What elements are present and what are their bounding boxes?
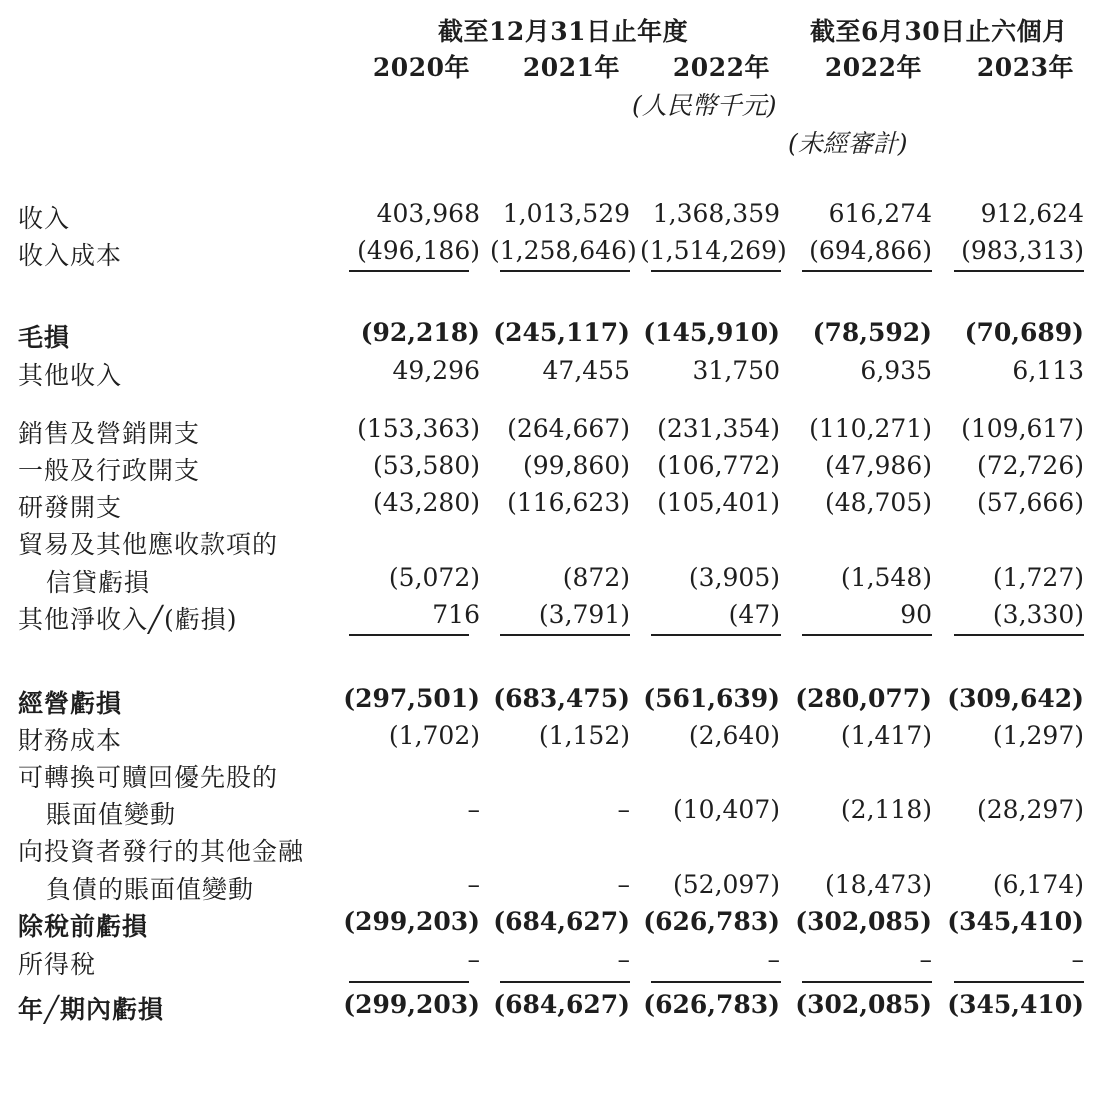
value-cell: (105,401) (657, 488, 780, 517)
subtotal-rule (954, 634, 1084, 636)
value-cell: – (919, 945, 932, 974)
value-cell: (1,258,646) (490, 236, 637, 265)
value-cell: (299,203) (343, 907, 480, 936)
value-cell: 1,013,529 (502, 199, 630, 228)
row-label: 經營虧損 (18, 689, 123, 718)
value-cell: 6,113 (1012, 356, 1084, 385)
value-cell: (983,313) (961, 236, 1084, 265)
value-cell: (3,330) (992, 600, 1084, 629)
value-cell: (57,666) (977, 488, 1084, 517)
year-header: 2020年 (372, 53, 470, 82)
subtotal-rule (802, 270, 932, 272)
table-row (0, 945, 1102, 983)
table-row (0, 318, 1102, 356)
value-cell: (72,726) (977, 451, 1084, 480)
table-row (0, 488, 1102, 526)
period-header-half-year: 截至6月30日止六個月 (810, 17, 1068, 46)
row-label: 所得稅 (18, 950, 97, 979)
value-cell: (626,783) (643, 990, 780, 1019)
value-cell: (872) (562, 563, 630, 592)
value-cell: 716 (432, 600, 480, 629)
row-label: 一般及行政開支 (18, 456, 201, 485)
row-label: 收入 (18, 204, 71, 233)
row-label: 向投資者發行的其他金融 (18, 837, 305, 866)
value-cell: 90 (900, 600, 932, 629)
row-label: 貿易及其他應收款項的 (18, 530, 279, 559)
value-cell: (1,152) (538, 721, 630, 750)
row-label: 毛損 (18, 323, 71, 352)
value-cell: 403,968 (376, 199, 480, 228)
value-cell: – (467, 870, 480, 899)
value-cell: (496,186) (357, 236, 480, 265)
table-row (0, 199, 1102, 237)
year-header: 2022年 (824, 53, 922, 82)
value-cell: (245,117) (493, 318, 630, 347)
row-label: 負債的賬面值變動 (46, 875, 255, 904)
row-label: 銷售及營銷開支 (18, 419, 201, 448)
value-cell: (626,783) (643, 907, 780, 936)
value-cell: (47,986) (825, 451, 932, 480)
value-cell: (5,072) (388, 563, 480, 592)
subtotal-rule (349, 270, 469, 272)
table-row (0, 721, 1102, 759)
value-cell: (153,363) (357, 414, 480, 443)
value-cell: – (767, 945, 780, 974)
table-row (0, 990, 1102, 1028)
value-cell: (561,639) (643, 684, 780, 713)
table-row (0, 870, 1102, 908)
value-cell: (28,297) (977, 795, 1084, 824)
value-cell: (99,860) (523, 451, 630, 480)
table-row (0, 525, 1102, 563)
row-label: 除稅前虧損 (18, 912, 149, 941)
value-cell: (116,623) (507, 488, 630, 517)
value-cell: (2,118) (840, 795, 932, 824)
value-cell: (52,097) (673, 870, 780, 899)
value-cell: (264,667) (507, 414, 630, 443)
value-cell: (78,592) (812, 318, 932, 347)
table-row (0, 907, 1102, 945)
subtotal-rule (954, 270, 1084, 272)
value-cell: 31,750 (692, 356, 780, 385)
value-cell: (1,548) (840, 563, 932, 592)
value-cell: (92,218) (360, 318, 480, 347)
value-cell: (302,085) (795, 907, 932, 936)
value-cell: (345,410) (947, 990, 1084, 1019)
subtotal-rule (349, 634, 469, 636)
subtotal-rule (651, 634, 781, 636)
value-cell: (43,280) (373, 488, 480, 517)
row-label: 賬面值變動 (46, 800, 177, 829)
value-cell: 6,935 (860, 356, 932, 385)
subtotal-rule (802, 634, 932, 636)
table-row (0, 600, 1102, 638)
subtotal-rule (500, 981, 630, 983)
value-cell: (10,407) (673, 795, 780, 824)
subtotal-rule (651, 981, 781, 983)
value-cell: – (617, 795, 630, 824)
value-cell: (299,203) (343, 990, 480, 1019)
value-cell: (110,271) (809, 414, 932, 443)
value-cell: (280,077) (795, 684, 932, 713)
value-cell: 49,296 (392, 356, 480, 385)
table-row (0, 795, 1102, 833)
value-cell: (3,905) (688, 563, 780, 592)
value-cell: (345,410) (947, 907, 1084, 936)
table-row (0, 356, 1102, 394)
value-cell: (53,580) (373, 451, 480, 480)
row-label: 其他收入 (18, 361, 123, 390)
year-header: 2023年 (976, 53, 1074, 82)
table-row (0, 236, 1102, 274)
table-row (0, 414, 1102, 452)
row-label: 研發開支 (18, 493, 123, 522)
row-label: 收入成本 (18, 241, 123, 270)
value-cell: – (617, 945, 630, 974)
row-label: 年╱期內虧損 (18, 995, 165, 1024)
currency-note: (人民幣千元) (632, 91, 777, 120)
value-cell: 912,624 (980, 199, 1084, 228)
table-row (0, 832, 1102, 870)
value-cell: (684,627) (493, 907, 630, 936)
value-cell: (1,297) (992, 721, 1084, 750)
row-label: 可轉換可贖回優先股的 (18, 763, 279, 792)
value-cell: (1,702) (388, 721, 480, 750)
year-header: 2021年 (522, 53, 620, 82)
value-cell: (231,354) (657, 414, 780, 443)
value-cell: (6,174) (992, 870, 1084, 899)
table-row (0, 563, 1102, 601)
value-cell: (47) (728, 600, 780, 629)
value-cell: (302,085) (795, 990, 932, 1019)
table-row (0, 758, 1102, 796)
value-cell: (683,475) (493, 684, 630, 713)
value-cell: 1,368,359 (652, 199, 780, 228)
value-cell: – (617, 870, 630, 899)
value-cell: (1,727) (992, 563, 1084, 592)
value-cell: (109,617) (961, 414, 1084, 443)
value-cell: 47,455 (542, 356, 630, 385)
unaudited-note: (未經審計) (788, 129, 908, 158)
value-cell: – (467, 795, 480, 824)
subtotal-rule (500, 634, 630, 636)
row-label: 其他淨收入╱(虧損) (18, 605, 238, 634)
subtotal-rule (954, 981, 1084, 983)
value-cell: (684,627) (493, 990, 630, 1019)
subtotal-rule (500, 270, 630, 272)
value-cell: (2,640) (688, 721, 780, 750)
year-header: 2022年 (672, 53, 770, 82)
value-cell: (1,417) (840, 721, 932, 750)
table-row (0, 684, 1102, 722)
row-label: 財務成本 (18, 726, 123, 755)
value-cell: (18,473) (825, 870, 932, 899)
value-cell: – (467, 945, 480, 974)
value-cell: (70,689) (964, 318, 1084, 347)
value-cell: (297,501) (343, 684, 480, 713)
value-cell: (1,514,269) (640, 236, 787, 265)
value-cell: – (1071, 945, 1084, 974)
value-cell: (309,642) (947, 684, 1084, 713)
subtotal-rule (802, 981, 932, 983)
period-header-full-year: 截至12月31日止年度 (438, 17, 689, 46)
value-cell: (3,791) (538, 600, 630, 629)
row-label: 信貸虧損 (46, 568, 151, 597)
value-cell: (106,772) (657, 451, 780, 480)
value-cell: (694,866) (809, 236, 932, 265)
value-cell: 616,274 (828, 199, 932, 228)
subtotal-rule (651, 270, 781, 272)
subtotal-rule (349, 981, 469, 983)
value-cell: (145,910) (643, 318, 780, 347)
table-row (0, 451, 1102, 489)
value-cell: (48,705) (825, 488, 932, 517)
